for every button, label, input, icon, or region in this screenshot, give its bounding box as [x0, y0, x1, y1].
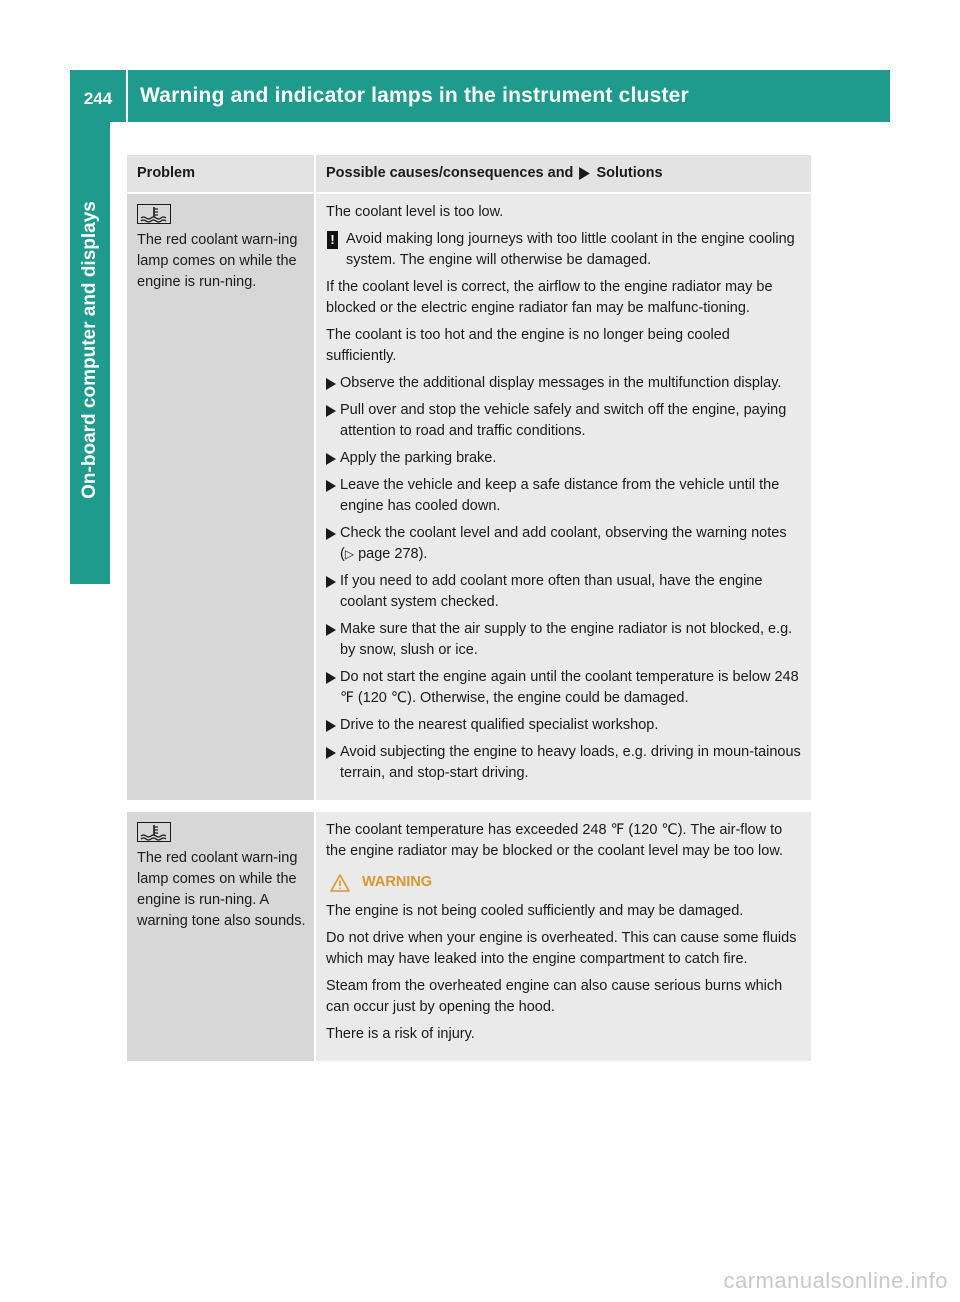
warning-lamp-table [127, 155, 811, 1061]
action-arrow-icon [326, 523, 340, 544]
warning-triangle-icon [330, 874, 350, 892]
solution-paragraph: The coolant is too hot and the engine is no longer being cooled sufficiently. [326, 327, 730, 364]
step-item [326, 571, 803, 613]
page-number: 244 [83, 89, 113, 108]
step-item [326, 523, 803, 565]
step-ref-before: Check the coolant level and add coolant, observing the warning notes ( [340, 525, 787, 562]
step-item [326, 619, 803, 661]
warning-paragraph: Steam from the overheated engine can also cause serious burns which can occur just by opening the hood. [326, 978, 783, 1015]
header-bar [70, 70, 890, 122]
step-text: Avoid subjecting the engine to heavy loads, e.g. driving in moun-tainous terrain, and stop-start driving. [340, 744, 801, 781]
action-arrow-icon [326, 571, 340, 592]
solution-paragraph: If the coolant level is correct, the airflow to the engine radiator may be blocked or the electric engine radiator fan may be malfunc-tioning. [326, 279, 773, 316]
page-reference-icon: ▷ [344, 547, 355, 561]
step-item [326, 475, 803, 517]
action-arrow-icon [326, 373, 340, 394]
step-text: If you need to add coolant more often than usual, have the engine coolant system checked. [340, 573, 763, 610]
header-solutions-prefix: Possible causes/consequences and [326, 165, 574, 181]
warning-paragraph: There is a risk of injury. [326, 1026, 475, 1042]
problem-text: The red coolant warn-ing lamp comes on while the engine is run-ning. [137, 232, 298, 290]
caution-icon: ! [327, 231, 338, 249]
solution-cell [315, 806, 811, 1061]
step-item [326, 715, 803, 736]
step-item [326, 400, 803, 442]
page-title: Warning and indicator lamps in the instrument cluster [140, 84, 689, 107]
header-solutions-suffix: Solutions [596, 165, 663, 181]
caution-text: Avoid making long journeys with too little coolant in the engine cooling system. The engine will otherwise be damaged. [346, 231, 795, 268]
action-arrow-icon [326, 667, 340, 688]
watermark: carmanualsonline.info [723, 1268, 948, 1293]
page-reference-link[interactable]: page 278). [358, 546, 428, 562]
step-text: Observe the additional display messages in the multifunction display. [340, 375, 782, 391]
step-text: Make sure that the air supply to the engine radiator is not blocked, e.g. by snow, slush or ice. [340, 621, 793, 658]
action-arrow-icon [326, 742, 340, 763]
header-solutions [315, 155, 811, 193]
step-text: Pull over and stop the vehicle safely and switch off the engine, paying attention to road and traffic conditions. [340, 402, 787, 439]
solution-intro: The coolant level is too low. [326, 204, 504, 220]
header-problem: Problem [127, 155, 315, 193]
action-arrow-icon [326, 400, 340, 421]
table-row [127, 806, 811, 1061]
step-item [326, 373, 803, 394]
table-header-row [127, 155, 811, 193]
step-item [326, 742, 803, 784]
action-arrow-icon [326, 619, 340, 640]
warning-heading [326, 872, 803, 893]
step-item [326, 448, 803, 469]
side-tab-label-container [70, 140, 110, 560]
step-text: Apply the parking brake. [340, 450, 497, 466]
step-text: Drive to the nearest qualified specialist workshop. [340, 717, 659, 733]
warning-paragraph: The engine is not being cooled sufficiently and may be damaged. [326, 903, 744, 919]
solution-intro: The coolant temperature has exceeded 248 ℉ (120 ℃). The air-flow to the engine radiator may be blocked or the coolant level may be too low. [326, 822, 784, 859]
action-arrow-icon [326, 475, 340, 496]
solution-cell [315, 193, 811, 806]
side-tab-label: On-board computer and displays [79, 201, 100, 499]
caution-note [326, 229, 803, 271]
warning-paragraph: Do not drive when your engine is overheated. This can cause some fluids which may have leaked into the engine compartment to catch fire. [326, 930, 797, 967]
warning-label: WARNING [362, 874, 433, 890]
coolant-temperature-icon [137, 822, 171, 842]
side-tab-marker [70, 544, 110, 584]
action-arrow-icon [579, 167, 590, 180]
table-row [127, 193, 811, 806]
problem-cell [127, 806, 315, 1061]
coolant-temperature-icon [137, 204, 171, 224]
step-text: Do not start the engine again until the coolant temperature is below 248 ℉ (120 ℃). Otherwise, the engine could be damaged. [340, 669, 799, 706]
step-item [326, 667, 803, 709]
problem-text: The red coolant warn-ing lamp comes on while the engine is run-ning. A warning tone also sounds. [137, 850, 306, 929]
action-arrow-icon [326, 448, 340, 469]
step-text: Leave the vehicle and keep a safe distance from the vehicle until the engine has cooled down. [340, 477, 780, 514]
action-arrow-icon [326, 715, 340, 736]
problem-cell [127, 193, 315, 806]
step-text-with-reference [340, 523, 803, 565]
